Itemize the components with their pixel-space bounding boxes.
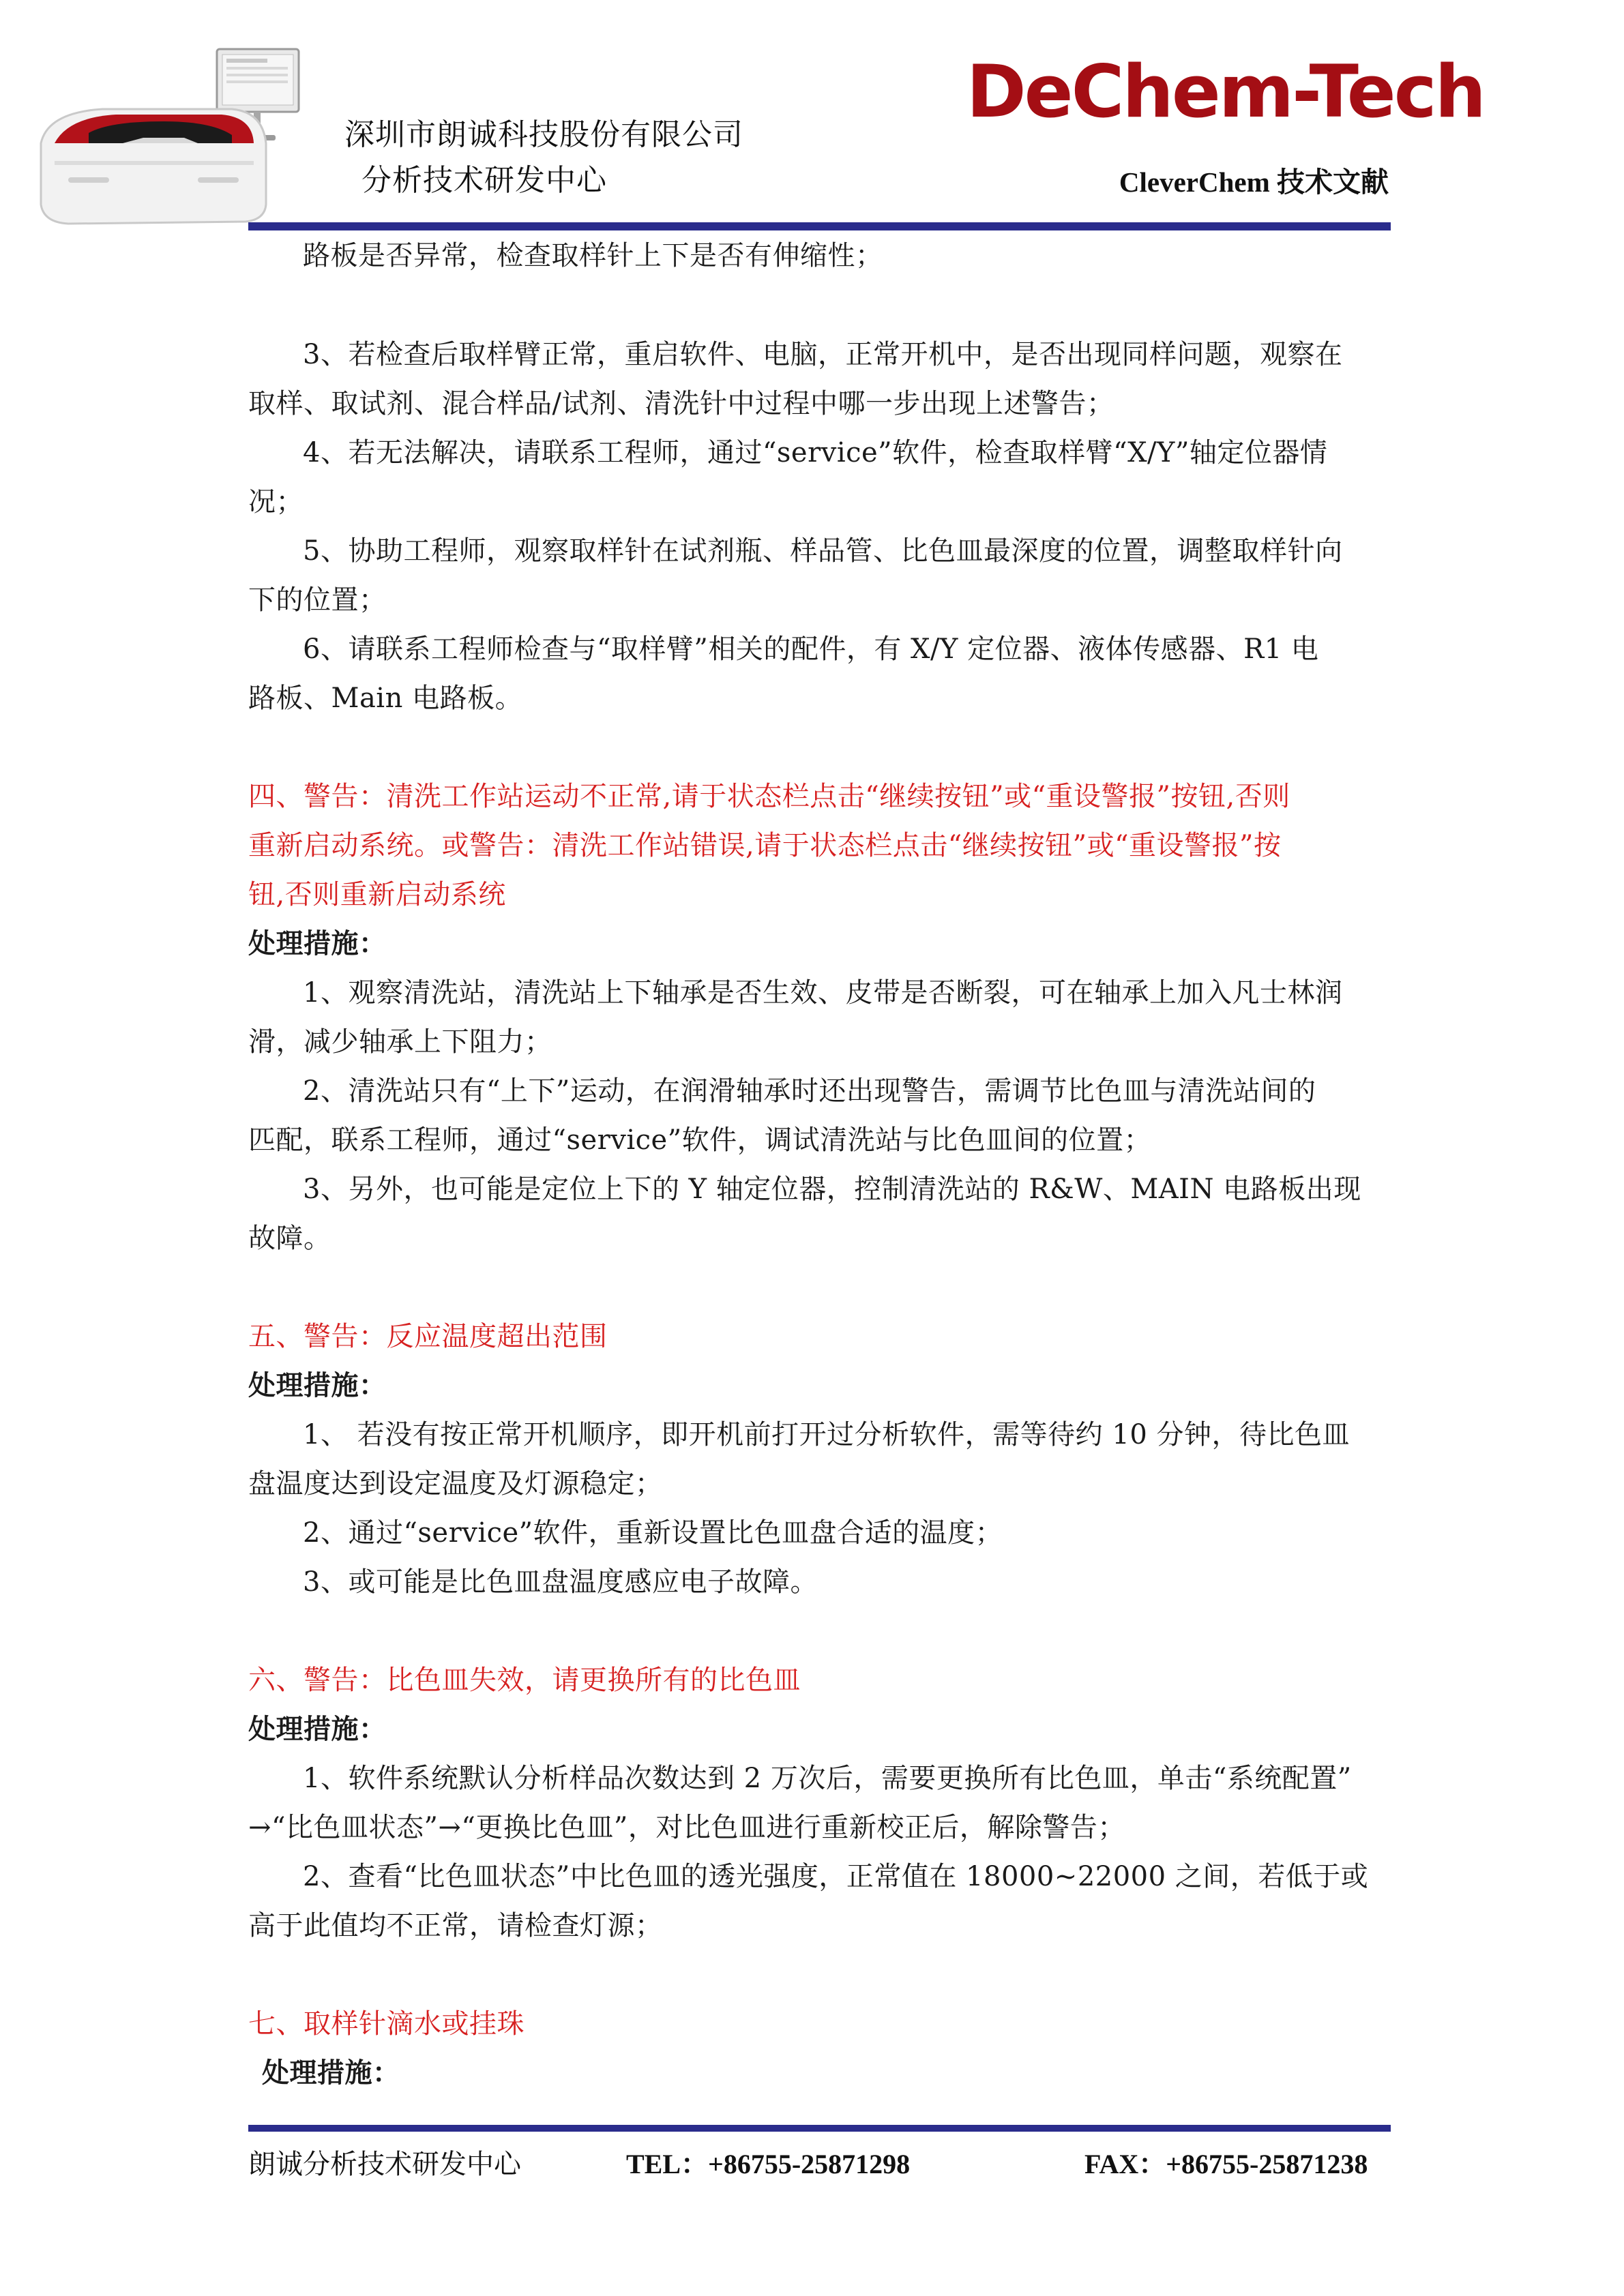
paragraph-line: 路板是否异常，检查取样针上下是否有伸缩性；: [303, 240, 883, 271]
paragraph-line: 4、若无法解决，请联系工程师，通过“service”软件，检查取样臂“X/Y”轴定位器情: [303, 437, 1328, 468]
footer-center-name: 朗诚分析技术研发中心: [248, 2149, 521, 2179]
paragraph-line: 高于此值均不正常，请检查灯源；: [248, 1910, 663, 1941]
section-heading: 钮,否则重新启动系统: [248, 879, 506, 910]
section-heading: 七、取样针滴水或挂珠: [248, 2008, 525, 2040]
paragraph-line: 6、请联系工程师检查与“取样臂”相关的配件，有 X/Y 定位器、液体传感器、R1 电: [303, 633, 1319, 665]
paragraph-line: 路板、Main 电路板。: [248, 683, 523, 714]
document-type: CleverChem 技术文献: [1119, 166, 1389, 198]
paragraph-line: 下的位置；: [248, 584, 387, 616]
footer-fax: FAX：+86755-25871238: [1084, 2149, 1368, 2179]
paragraph-line: 取样、取试剂、混合样品/试剂、清洗针中过程中哪一步出现上述警告；: [248, 388, 1114, 419]
paragraph-line: 3、另外，也可能是定位上下的 Y 轴定位器，控制清洗站的 R&W、MAIN 电路板出现: [303, 1174, 1361, 1205]
paragraph-line: 1、观察清洗站，清洗站上下轴承是否生效、皮带是否断裂，可在轴承上加入凡士林润: [303, 977, 1343, 1009]
measures-label: 处理措施：: [248, 927, 387, 959]
section-heading: 四、警告：清洗工作站运动不正常,请于状态栏点击“继续按钮”或“重设警报”按钮,否则: [248, 781, 1290, 812]
paragraph-line: →“比色皿状态”→“更换比色皿”，对比色皿进行重新校正后，解除警告；: [248, 1812, 1125, 1843]
section-heading: 重新启动系统。或警告：清洗工作站错误,请于状态栏点击“继续按钮”或“重设警报”按: [248, 830, 1282, 861]
section-heading: 五、警告：反应温度超出范围: [248, 1321, 608, 1352]
measures-label: 处理措施：: [248, 1369, 387, 1401]
paragraph-line: 匹配，联系工程师，通过“service”软件，调试清洗站与比色皿间的位置；: [248, 1124, 1152, 1156]
company-name: 深圳市朗诚科技股份有限公司: [344, 117, 743, 152]
measures-label: 处理措施：: [248, 1713, 387, 1745]
paragraph-line: 3、若检查后取样臂正常，重启软件、电脑，正常开机中，是否出现同样问题，观察在: [303, 339, 1343, 370]
analyzer-product-image: [27, 41, 307, 232]
paragraph-line: 3、或可能是比色皿盘温度感应电子故障。: [303, 1566, 818, 1598]
paragraph-line: 1、 若没有按正常开机顺序，即开机前打开过分析软件，需等待约 10 分钟，待比色皿: [303, 1419, 1350, 1450]
footer-rule: [248, 2125, 1391, 2132]
paragraph-line: 2、清洗站只有“上下”运动，在润滑轴承时还出现警告，需调节比色皿与清洗站间的: [303, 1075, 1316, 1107]
brand-logo: DeChem-Tech: [966, 50, 1484, 134]
header-rule: [248, 222, 1391, 230]
section-heading: 六、警告：比色皿失效，请更换所有的比色皿: [248, 1665, 801, 1696]
footer-tel: TEL：+86755-25871298: [626, 2149, 911, 2179]
paragraph-line: 1、软件系统默认分析样品次数达到 2 万次后，需要更换所有比色皿，单击“系统配置”: [303, 1763, 1352, 1794]
paragraph-line: 2、查看“比色皿状态”中比色皿的透光强度，正常值在 18000~22000 之间，若低于或: [303, 1861, 1369, 1892]
paragraph-line: 5、协助工程师，观察取样针在试剂瓶、样品管、比色皿最深度的位置，调整取样针向: [303, 535, 1343, 567]
paragraph-line: 故障。: [248, 1223, 331, 1254]
paragraph-line: 况；: [248, 486, 304, 518]
paragraph-line: 盘温度达到设定温度及灯源稳定；: [248, 1468, 663, 1500]
center-name: 分析技术研发中心: [361, 163, 607, 198]
paragraph-line: 滑，减少轴承上下阻力；: [248, 1026, 552, 1058]
measures-label: 处理措施：: [262, 2057, 400, 2089]
paragraph-line: 2、通过“service”软件，重新设置比色皿盘合适的温度；: [303, 1517, 1003, 1549]
